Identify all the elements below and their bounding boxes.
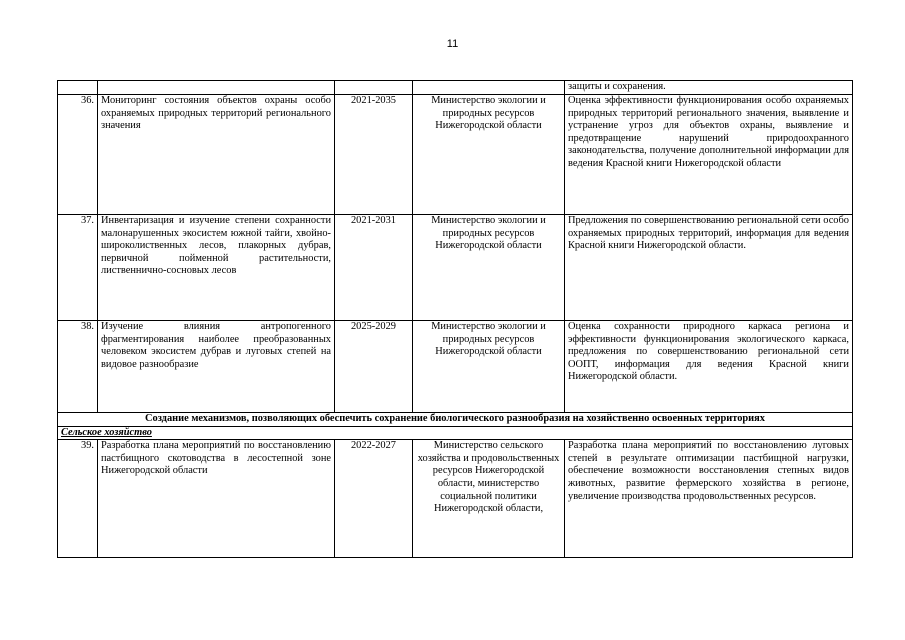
- cell-result: защиты и сохранения.: [565, 81, 853, 95]
- cell-num: 37.: [58, 215, 98, 321]
- page-number: 11: [446, 38, 459, 50]
- table-row: [58, 321, 853, 413]
- subsection-heading-row: [58, 426, 853, 440]
- cell-num: 36.: [58, 95, 98, 215]
- action-plan-table: [57, 80, 853, 558]
- cell-num: 39.: [58, 440, 98, 558]
- cell-num: 38.: [58, 321, 98, 413]
- cell-action: Инвентаризация и изучение степени сохранности малонарушенных экосистем южной тайги, хвойно-широколиственных лесов, плакорных дубрав, первичной пойменной растительности, лиственнично-сосновых лесов: [98, 215, 335, 321]
- table-row: [58, 440, 853, 558]
- cell-period: [335, 81, 413, 95]
- cell-num: [58, 81, 98, 95]
- cell-period: 2022-2027: [335, 440, 413, 558]
- cell-result: Оценка эффективности функционирования особо охраняемых природных территорий регионального значения, выявление и устранение угроз для объектов охраны, выявление и предотвращение нарушений природоохранного законодательства, получение дополнительной информации для ведения Красной книги Нижегородской области: [565, 95, 853, 215]
- cell-executor: Министерство сельского хозяйства и продовольственных ресурсов Нижегородской области, министерство социальной политики Нижегородской области,: [413, 440, 565, 558]
- cell-action: Разработка плана мероприятий по восстановлению пастбищного скотоводства в лесостепной зоне Нижегородской области: [98, 440, 335, 558]
- table-row: [58, 95, 853, 215]
- cell-executor: [413, 81, 565, 95]
- cell-action: Изучение влияния антропогенного фрагментирования наиболее преобразованных человеком экосистем дубрав и луговых степей на видовое разнообразие: [98, 321, 335, 413]
- cell-period: 2021-2035: [335, 95, 413, 215]
- cell-executor: Министерство экологии и природных ресурсов Нижегородской области: [413, 215, 565, 321]
- cell-executor: Министерство экологии и природных ресурсов Нижегородской области: [413, 321, 565, 413]
- table-row-continuation: [58, 81, 853, 95]
- section-heading: Создание механизмов, позволяющих обеспечить сохранение биологического разнообразия на хозяйственно освоенных территориях: [58, 413, 853, 427]
- cell-result: Разработка плана мероприятий по восстановлению луговых степей в результате оптимизации пастбищной нагрузки, обеспечение возможности восстановления степных видов животных, развитие фермерского хозяйства в регионе, увеличение производства продовольственных ресурсов.: [565, 440, 853, 558]
- cell-action: [98, 81, 335, 95]
- cell-result: Предложения по совершенствованию региональной сети особо охраняемых природных территорий, информация для ведения Красной книги Нижегородской области.: [565, 215, 853, 321]
- cell-result: Оценка сохранности природного каркаса региона и эффективности функционирования экологического каркаса, предложения по совершенствованию региональной сети ООПТ, информация для ведения Красной книги Нижегородской области.: [565, 321, 853, 413]
- table-row: [58, 215, 853, 321]
- subsection-heading: Сельское хозяйство: [58, 426, 853, 440]
- cell-period: 2021-2031: [335, 215, 413, 321]
- section-heading-row: [58, 413, 853, 427]
- cell-action: Мониторинг состояния объектов охраны особо охраняемых природных территорий регионального значения: [98, 95, 335, 215]
- cell-period: 2025-2029: [335, 321, 413, 413]
- cell-executor: Министерство экологии и природных ресурсов Нижегородской области: [413, 95, 565, 215]
